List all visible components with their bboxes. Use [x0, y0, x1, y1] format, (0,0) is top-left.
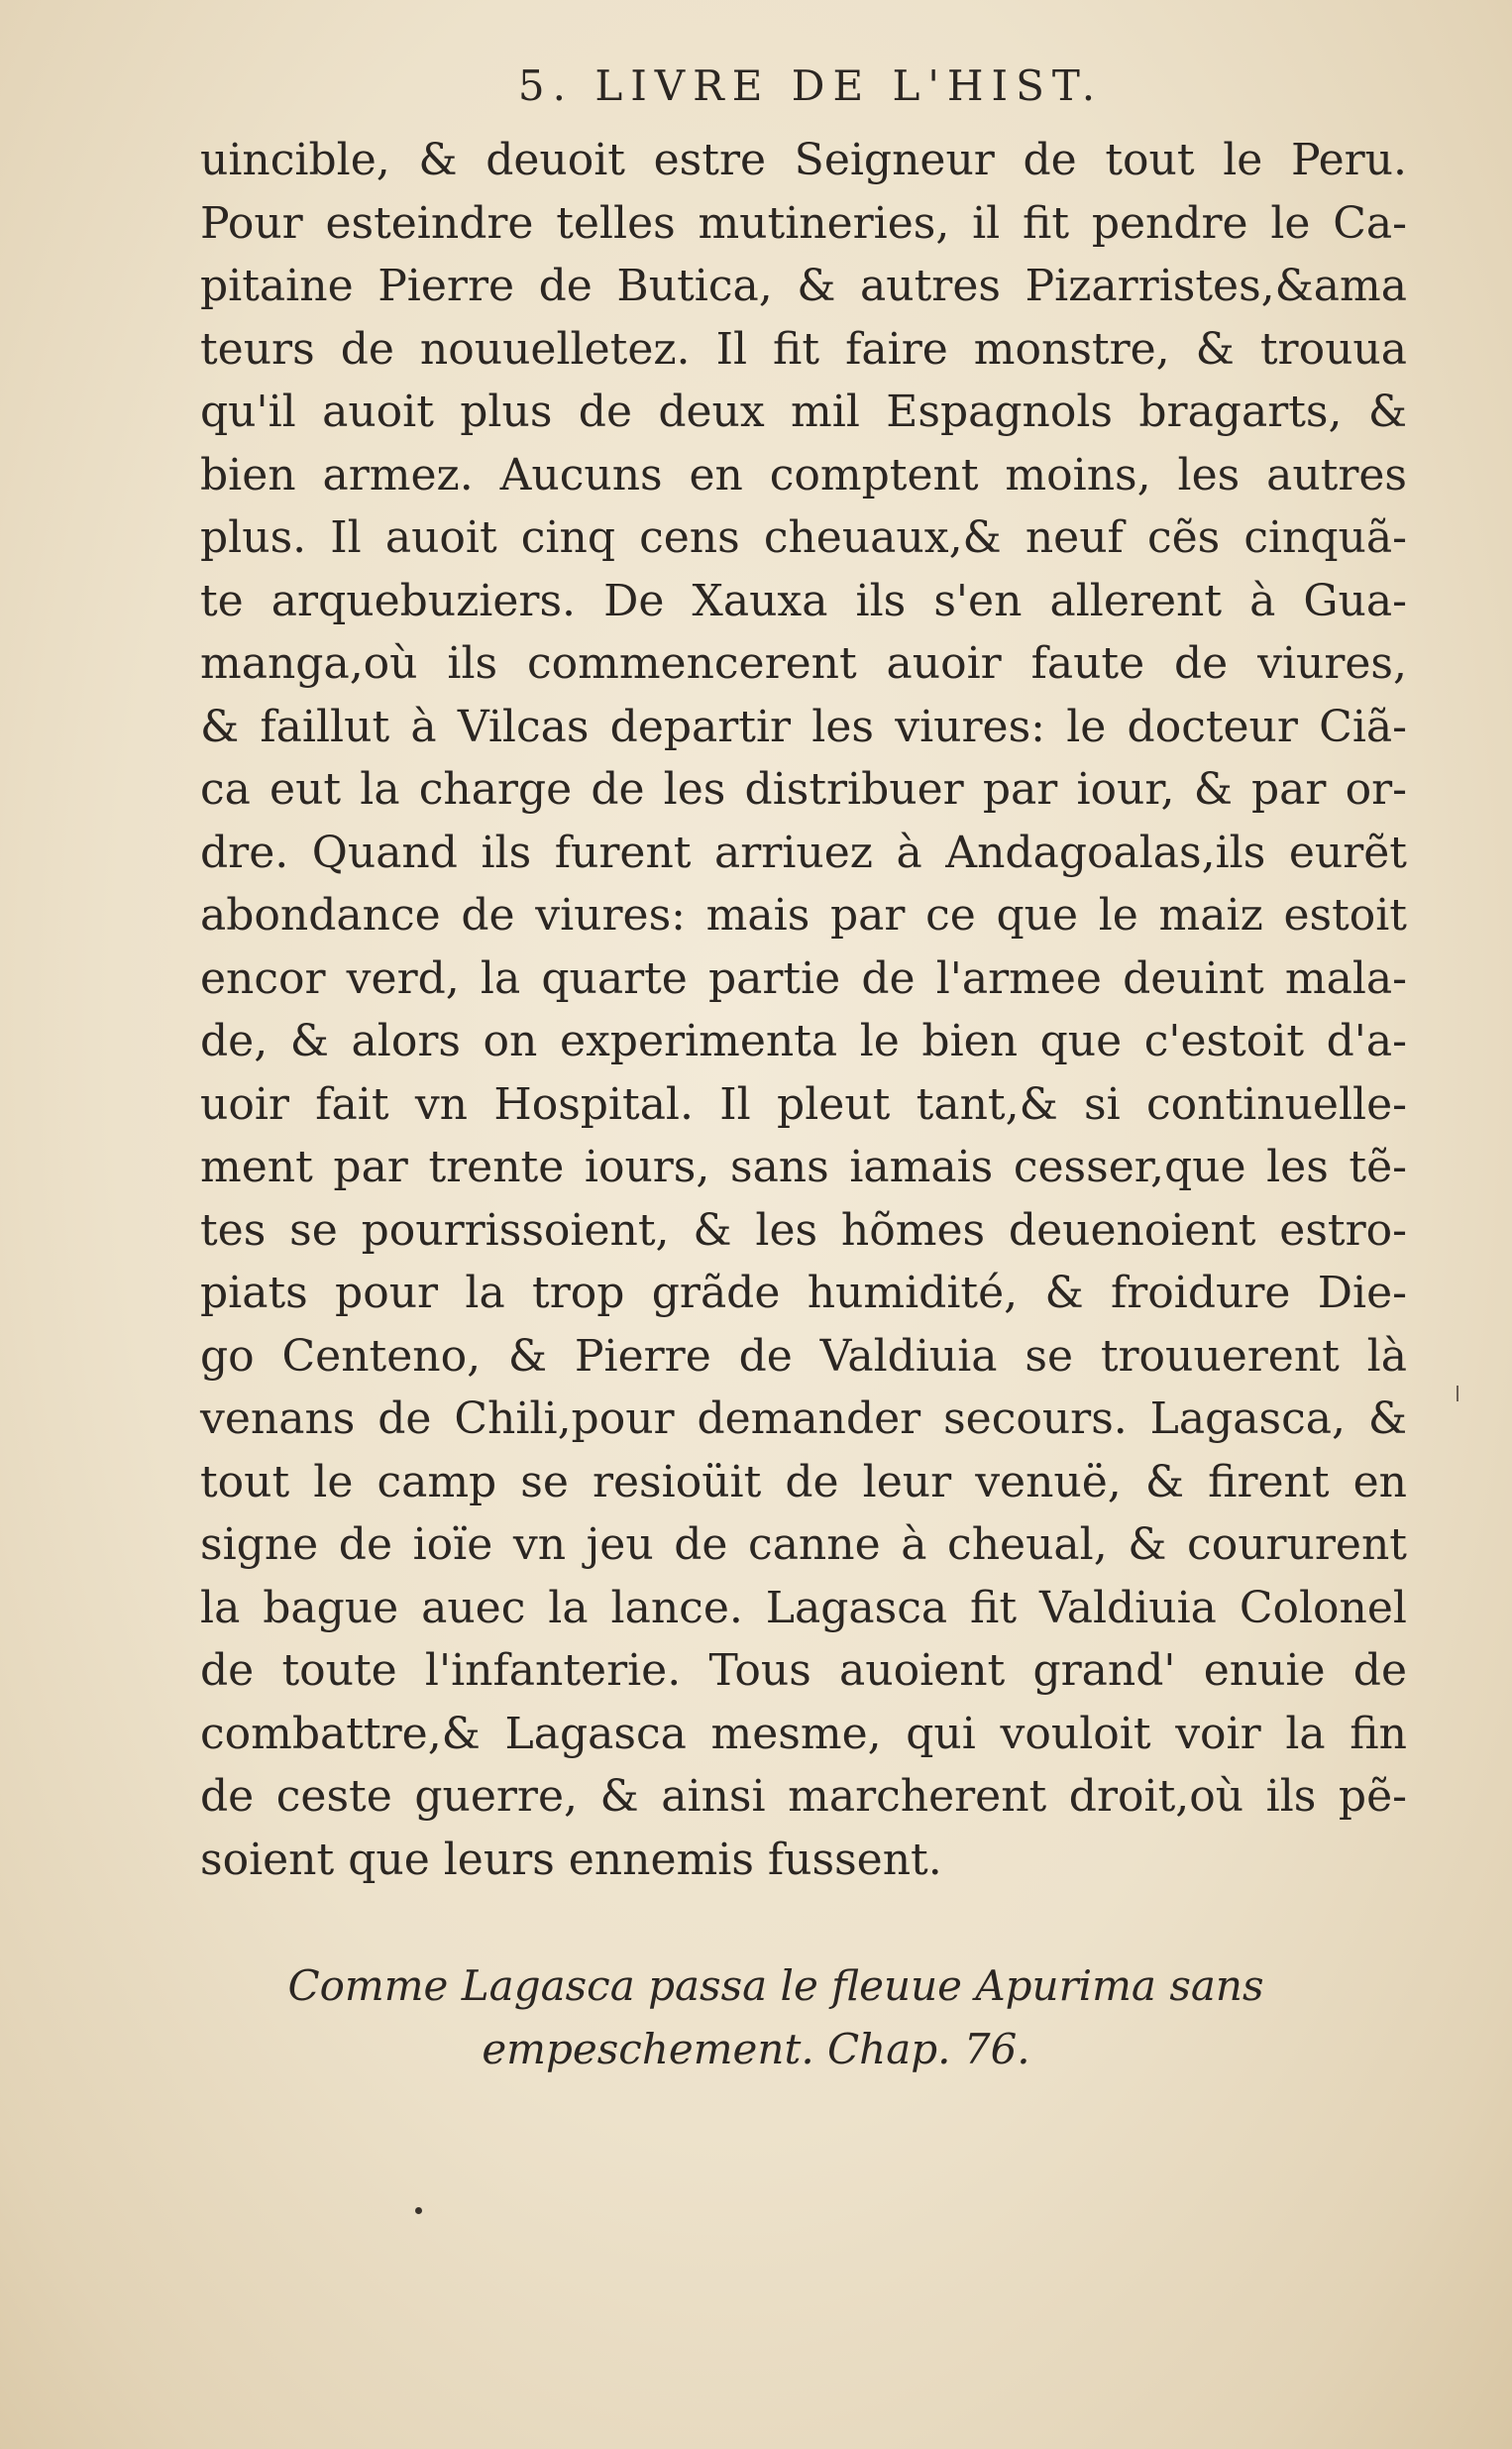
- text-line: bien armez. Aucuns en comptent moins, les autres: [200, 449, 1407, 501]
- chapter-heading: [0, 1954, 1512, 2081]
- text-line: dre. Quand ils furent arriuez à Andagoalas,ils eurẽt: [200, 827, 1407, 878]
- text-line: & faillut à Vilcas departir les viures: le docteur Ciã-: [200, 701, 1407, 752]
- body-text: [200, 129, 1407, 1891]
- text-line: go Centeno, & Pierre de Valdiuia se trouuerent là: [200, 1330, 1407, 1382]
- running-head: 5. LIVRE DE L'HIST.: [517, 61, 1104, 110]
- text-line: encor verd, la quarte partie de l'armee deuint mala-: [200, 952, 1407, 1004]
- margin-mark: [1457, 1386, 1458, 1401]
- text-line: soient que leurs ennemis fussent.: [200, 1834, 942, 1885]
- text-line: venans de Chili,pour demander secours. Lagasca, &: [200, 1393, 1407, 1444]
- text-line: de ceste guerre, & ainsi marcherent droit,où ils pẽ-: [200, 1771, 1407, 1822]
- text-line: uoir fait vn Hospital. Il pleut tant,& si continuelle-: [200, 1078, 1407, 1130]
- text-line: te arquebuziers. De Xauxa ils s'en allerent à Gua-: [200, 575, 1407, 626]
- text-line: de, & alors on experimenta le bien que c'estoit d'a-: [200, 1016, 1407, 1066]
- text-line: abondance de viures: mais par ce que le maiz estoit: [200, 890, 1407, 941]
- text-line: de toute l'infanterie. Tous auoient grand' enuie de: [200, 1645, 1407, 1696]
- text-line: signe de ioïe vn jeu de canne à cheual, & coururent: [200, 1519, 1407, 1570]
- text-line: ment par trente iours, sans iamais cesser,que les tẽ-: [200, 1142, 1407, 1192]
- text-line: uincible, & deuoit estre Seigneur de tout le Peru.: [200, 135, 1407, 185]
- text-line: pitaine Pierre de Butica, & autres Pizarristes,&ama: [200, 261, 1407, 311]
- chapter-heading-line: Comme Lagasca passa le fleuue Apurima sans: [287, 1961, 1264, 2010]
- chapter-heading-line: empeschement. Chap. 76.: [482, 2025, 1030, 2073]
- text-line: manga,où ils commencerent auoir faute de viures,: [200, 638, 1407, 689]
- text-line: ca eut la charge de les distribuer par iour, & par or-: [200, 764, 1407, 815]
- ink-speck: [415, 2207, 422, 2214]
- text-line: tes se pourrissoient, & les hõmes deuenoient estro-: [200, 1204, 1407, 1256]
- text-line: plus. Il auoit cinq cens cheuaux,& neuf cẽs cinquã-: [200, 512, 1407, 563]
- text-line: tout le camp se resioüit de leur venuë, & firent en: [200, 1456, 1407, 1507]
- text-line: qu'il auoit plus de deux mil Espagnols bragarts, &: [200, 387, 1407, 437]
- text-line: la bague auec la lance. Lagasca fit Valdiuia Colonel: [200, 1582, 1407, 1633]
- text-line: Pour esteindre telles mutineries, il fit pendre le Ca-: [200, 197, 1407, 249]
- text-line: teurs de nouuelletez. Il fit faire monstre, & trouua: [200, 323, 1407, 375]
- text-line: combattre,& Lagasca mesme, qui vouloit voir la fin: [200, 1708, 1407, 1759]
- text-line: piats pour la trop grãde humidité, & froidure Die-: [200, 1268, 1407, 1318]
